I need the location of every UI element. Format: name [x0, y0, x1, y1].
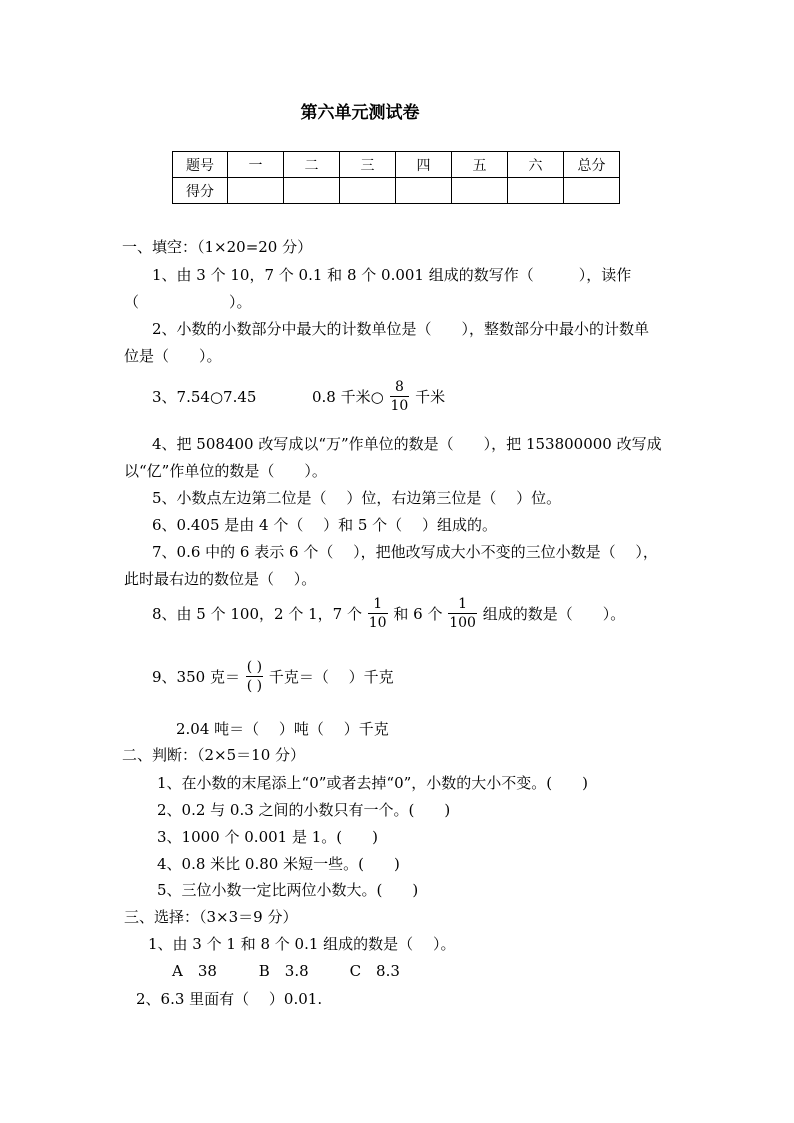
fraction-numerator: ( ) — [246, 659, 263, 675]
question-1-line-1: 1、由 3 个 10，7 个 0.1 和 8 个 0.001 组成的数写作（ ），读作 — [152, 266, 632, 284]
question-2-line-1: 2、小数的小数部分中最大的计数单位是（ ），整数部分中最小的计数单 — [152, 320, 650, 338]
score-cell[interactable] — [508, 178, 564, 204]
question-8-part-1: 8、由 5 个 100，2 个 1，7 个 — [152, 605, 362, 623]
option-b[interactable]: B 3.8 — [258, 962, 309, 980]
score-table-score-row — [173, 178, 620, 204]
fraction-numerator: 1 — [368, 597, 388, 614]
judge-item-3: 3、1000 个 0.001 是 1。( ) — [157, 828, 378, 846]
score-table — [172, 151, 620, 204]
fraction — [246, 660, 263, 693]
question-8 — [152, 597, 625, 641]
option-a[interactable]: A 38 — [172, 962, 217, 980]
score-cell[interactable] — [340, 178, 396, 204]
fraction-denominator: ( ) — [246, 678, 263, 694]
question-4-line-2: 以“亿”作单位的数是（ ）。 — [124, 462, 327, 480]
table-cell: 二 — [284, 152, 340, 178]
question-2-line-2: 位是（ ）。 — [124, 347, 222, 365]
question-4-line-1: 4、把 508400 改写成以“万”作单位的数是（ ），把 153800000 改写成 — [152, 435, 662, 453]
question-7-line-2: 此时最右边的数位是（ ）。 — [124, 570, 317, 588]
question-9-line-2: 2.04 吨＝（ ）吨（ ）千克 — [176, 720, 389, 738]
table-cell: 总分 — [564, 152, 620, 178]
judge-item-5: 5、三位小数一定比两位小数大。( ) — [157, 881, 419, 899]
table-cell: 四 — [396, 152, 452, 178]
judge-item-4: 4、0.8 米比 0.80 米短一些。( ) — [157, 855, 400, 873]
choice-question-2: 2、6.3 里面有（ ）0.01. — [136, 990, 323, 1008]
score-cell[interactable] — [228, 178, 284, 204]
question-3-part-2: 0.8 千米○ — [312, 388, 384, 406]
question-7-line-1: 7、0.6 中的 6 表示 6 个（ ），把他改写成大小不变的三位小数是（ ）， — [152, 543, 658, 561]
question-8-part-2: 和 6 个 — [393, 605, 443, 623]
page-title: 第六单元测试卷 — [300, 103, 420, 123]
question-3-part-3: 千米 — [415, 388, 446, 406]
fraction-denominator: 10 — [368, 615, 387, 631]
fraction — [448, 597, 477, 630]
score-cell[interactable] — [284, 178, 340, 204]
question-6: 6、0.405 是由 4 个（ ）和 5 个（ ）组成的。 — [152, 516, 497, 534]
table-cell: 三 — [340, 152, 396, 178]
option-c[interactable]: C 8.3 — [349, 962, 400, 980]
table-cell: 一 — [228, 152, 284, 178]
table-cell: 六 — [508, 152, 564, 178]
table-cell: 得分 — [173, 178, 228, 204]
choice-question-1: 1、由 3 个 1 和 8 个 0.1 组成的数是（ ）。 — [148, 935, 456, 953]
table-cell: 题号 — [173, 152, 228, 178]
choice-question-1-options — [172, 960, 400, 981]
question-8-part-3: 组成的数是（ ）。 — [482, 605, 626, 623]
fraction — [390, 380, 410, 413]
question-9-part-2: 千克＝（ ）千克 — [268, 668, 394, 686]
question-1-line-2: （ ）。 — [124, 293, 252, 311]
score-table-header-row — [173, 152, 620, 178]
table-cell: 五 — [452, 152, 508, 178]
question-9-part-1: 9、350 克＝ — [152, 668, 240, 686]
score-cell[interactable] — [396, 178, 452, 204]
score-cell[interactable] — [452, 178, 508, 204]
section-heading-fill-blank: 一、填空：（1×20=20 分） — [122, 238, 313, 256]
section-heading-true-false: 二、判断：（2×5＝10 分） — [122, 746, 306, 764]
fraction — [368, 597, 388, 630]
question-3-part-1: 3、7.54○7.45 — [152, 388, 257, 406]
fraction-denominator: 10 — [390, 398, 409, 414]
question-9 — [152, 660, 394, 700]
question-5: 5、小数点左边第二位是（ ）位，右边第三位是（ ）位。 — [152, 489, 562, 507]
fraction-denominator: 100 — [449, 615, 476, 631]
section-heading-choice: 三、选择：（3×3＝9 分） — [124, 908, 298, 926]
question-3 — [152, 380, 445, 420]
judge-item-2: 2、0.2 与 0.3 之间的小数只有一个。( ) — [157, 801, 451, 819]
fraction-numerator: 8 — [390, 380, 410, 397]
fraction-numerator: 1 — [448, 597, 477, 614]
score-cell[interactable] — [564, 178, 620, 204]
judge-item-1: 1、在小数的末尾添上“0”或者去掉“0”，小数的大小不变。( ) — [157, 774, 589, 792]
